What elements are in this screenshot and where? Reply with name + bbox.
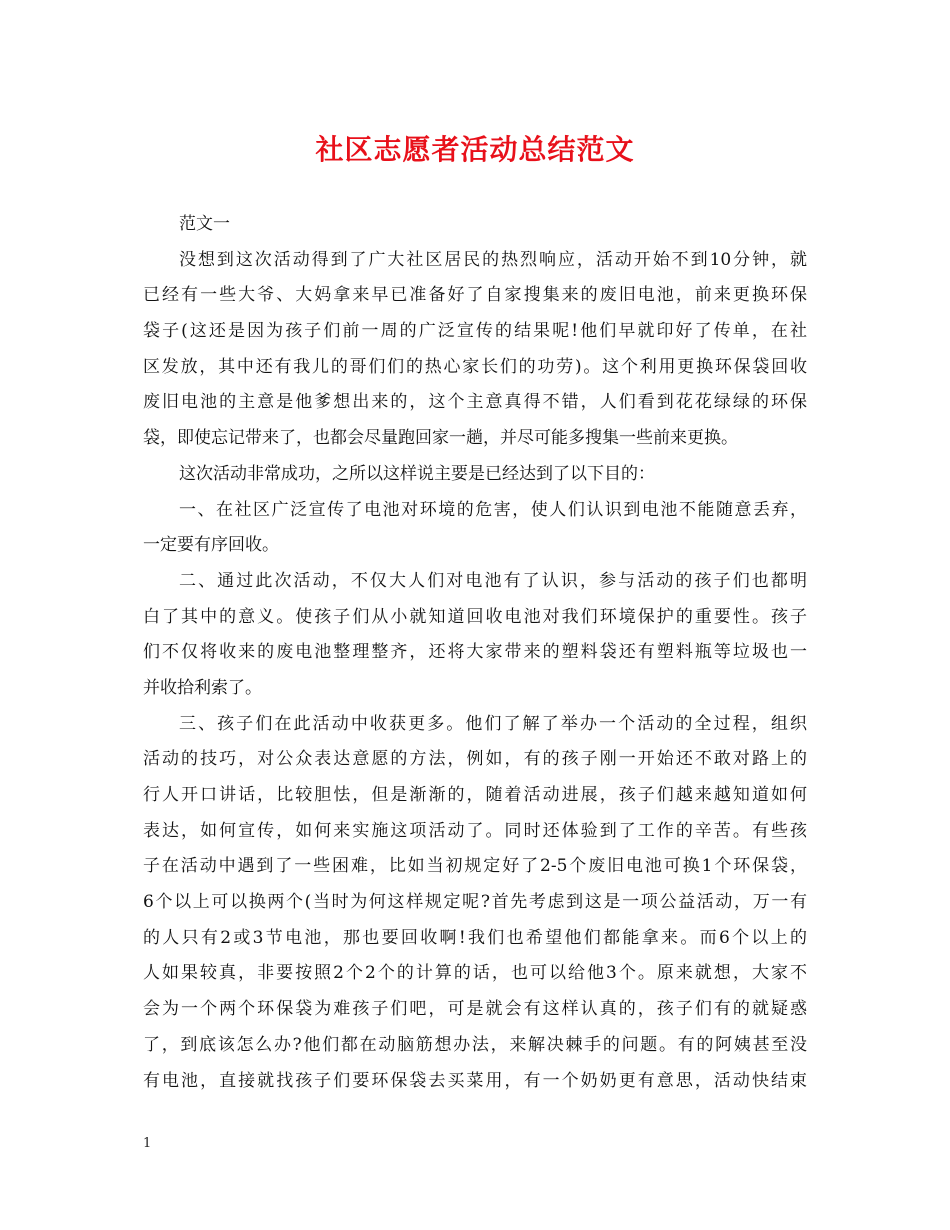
text-line: 6个以上可以换两个(当时为何这样规定呢?首先考虑到这是一项公益活动，万一有 — [143, 892, 807, 913]
text-line: 子在活动中遇到了一些困难，比如当初规定好了2-5个废旧电池可换1个环保袋， — [143, 856, 807, 877]
text-line: 的人只有2或3节电池，那也要回收啊!我们也希望他们都能拿来。而6个以上的 — [143, 927, 807, 948]
text-line: 废旧电池的主意是他爹想出来的，这个主意真得不错，人们看到花花绿绿的环保 — [143, 392, 807, 413]
text-line: 了，到底该怎么办?他们都在动脑筋想办法，来解决棘手的问题。有的阿姨甚至没 — [143, 1034, 807, 1055]
text-line: 袋，即使忘记带来了，也都会尽量跑回家一趟，并尽可能多搜集一些前来更换。 — [143, 428, 738, 449]
text-line: 行人开口讲话，比较胆怯，但是渐渐的，随着活动进展，孩子们越来越知道如何 — [143, 785, 807, 805]
text-line: 三、孩子们在此活动中收获更多。他们了解了举办一个活动的全过程，组织 — [179, 713, 807, 734]
document-body — [143, 207, 807, 1099]
text-line: 一、在社区广泛宣传了电池对环境的危害，使人们认识到电池不能随意丢弃， — [179, 499, 807, 520]
text-line: 白了其中的意义。使孩子们从小就知道回收电池对我们环境保护的重要性。孩子 — [143, 606, 807, 627]
text-line: 活动的技巧，对公众表达意愿的方法，例如，有的孩子刚一开始还不敢对路上的 — [143, 749, 807, 770]
text-line: 范文一 — [179, 214, 230, 234]
text-line: 表达，如何宣传，如何来实施这项活动了。同时还体验到了工作的辛苦。有些孩 — [143, 820, 807, 841]
text-line: 没想到这次活动得到了广大社区居民的热烈响应，活动开始不到10分钟，就 — [179, 249, 807, 270]
text-line: 并收拾利索了。 — [143, 677, 262, 698]
document-title: 社区志愿者活动总结范文 — [315, 133, 635, 166]
text-line: 有电池，直接就找孩子们要环保袋去买菜用，有一个奶奶更有意思，活动快结束 — [143, 1070, 807, 1091]
text-line: 会为一个两个环保袋为难孩子们吧，可是就会有这样认真的，孩子们有的就疑惑 — [143, 999, 807, 1020]
page-number: 1 — [143, 1136, 152, 1151]
text-line: 们不仅将收来的废电池整理整齐，还将大家带来的塑料袋还有塑料瓶等垃圾也一 — [143, 642, 807, 663]
text-line: 人如果较真，非要按照2个2个的计算的话，也可以给他3个。原来就想，大家不 — [143, 963, 807, 984]
text-line: 已经有一些大爷、大妈拿来早已准备好了自家搜集来的废旧电池，前来更换环保 — [143, 285, 807, 306]
text-line: 一定要有序回收。 — [143, 535, 279, 556]
text-line: 区发放，其中还有我儿的哥们们的热心家长们的功劳)。这个利用更换环保袋回收 — [143, 356, 807, 377]
text-line: 这次活动非常成功，之所以这样说主要是已经达到了以下目的： — [179, 463, 655, 484]
text-line: 二、通过此次活动，不仅大人们对电池有了认识，参与活动的孩子们也都明 — [179, 570, 807, 591]
text-line: 袋子(这还是因为孩子们前一周的广泛宣传的结果呢!他们早就印好了传单，在社 — [143, 321, 807, 342]
